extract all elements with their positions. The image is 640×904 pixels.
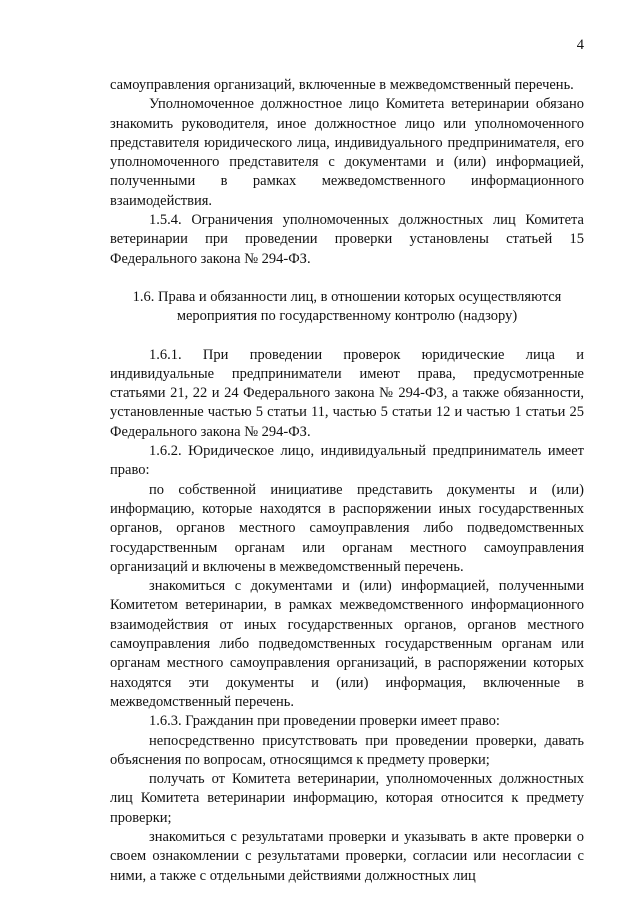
paragraph-1-6-3: 1.6.3. Гражданин при проведении проверки имеет право: <box>149 713 500 730</box>
section-heading <box>110 288 584 327</box>
document-body <box>110 76 584 886</box>
paragraph-familiarize-documents: знакомиться с документами и (или) информацией, полученными Комитетом ветеринарии, в рамках межведомственного информационного взаимодействия от иных государственных органов, органов местного самоуправления либо подведомственных государственным органам или органам местного самоуправления организаций, в распоряжении которых находятся эти документы и (или) информация, включенные в межведомственный перечень. <box>110 578 584 710</box>
section-heading-line-1: 1.6. Права и обязанности лиц, в отношении которых осуществляются <box>132 288 562 305</box>
paragraph-1-6-2: 1.6.2. Юридическое лицо, индивидуальный предприниматель имеет право: <box>110 443 584 479</box>
page-number: 4 <box>576 37 584 53</box>
paragraph-continuation: самоуправления организаций, включенные в межведомственный перечень. <box>110 77 574 93</box>
paragraph-familiarize-results: знакомиться с результатами проверки и указывать в акте проверки о своем ознакомлении с результатами проверки, согласии или несогласии с ними, а также с отдельными действиями должностных лиц <box>110 828 584 884</box>
paragraph-own-initiative: по собственной инициативе представить документы и (или) информацию, которые находятся в распоряжении иных государственных органов, органов местного самоуправления либо подведомственных государственным органам или органам местного самоуправления организаций и включены в межведомственный перечень. <box>110 481 584 575</box>
paragraph-1-6-1: 1.6.1. При проведении проверок юридические лица и индивидуальные предприниматели имеют права, предусмотренные статьями 21, 22 и 24 Федерального закона № 294-ФЗ, а также обязанности, установленные частью 5 статьи 11, частью 5 статьи 12 и частью 1 статьи 25 Федерального закона № 294-ФЗ. <box>110 346 584 440</box>
paragraph-inspector-duty: Уполномоченное должностное лицо Комитета ветеринарии обязано знакомить руководителя, иное должностное лицо или уполномоченного представителя юридического лица, индивидуального предпринимателя, его уполномоченного представителя с документами и (или) информацией, полученными в рамках межведомственного информационного взаимодействия. <box>110 96 584 209</box>
paragraph-be-present: непосредственно присутствовать при проведении проверки, давать объяснения по вопросам, относящимся к предмету проверки; <box>110 732 584 768</box>
section-heading-line-2: мероприятия по государственному контролю (надзору) <box>176 308 518 325</box>
paragraph-1-5-4: 1.5.4. Ограничения уполномоченных должностных лиц Комитета ветеринарии при проведении проверки установлены статьей 15 Федерального закона № 294-ФЗ. <box>110 212 584 267</box>
paragraph-receive-information: получать от Комитета ветеринарии, уполномоченных должностных лиц Комитета ветеринарии информацию, которая относится к предмету проверки; <box>110 771 584 826</box>
